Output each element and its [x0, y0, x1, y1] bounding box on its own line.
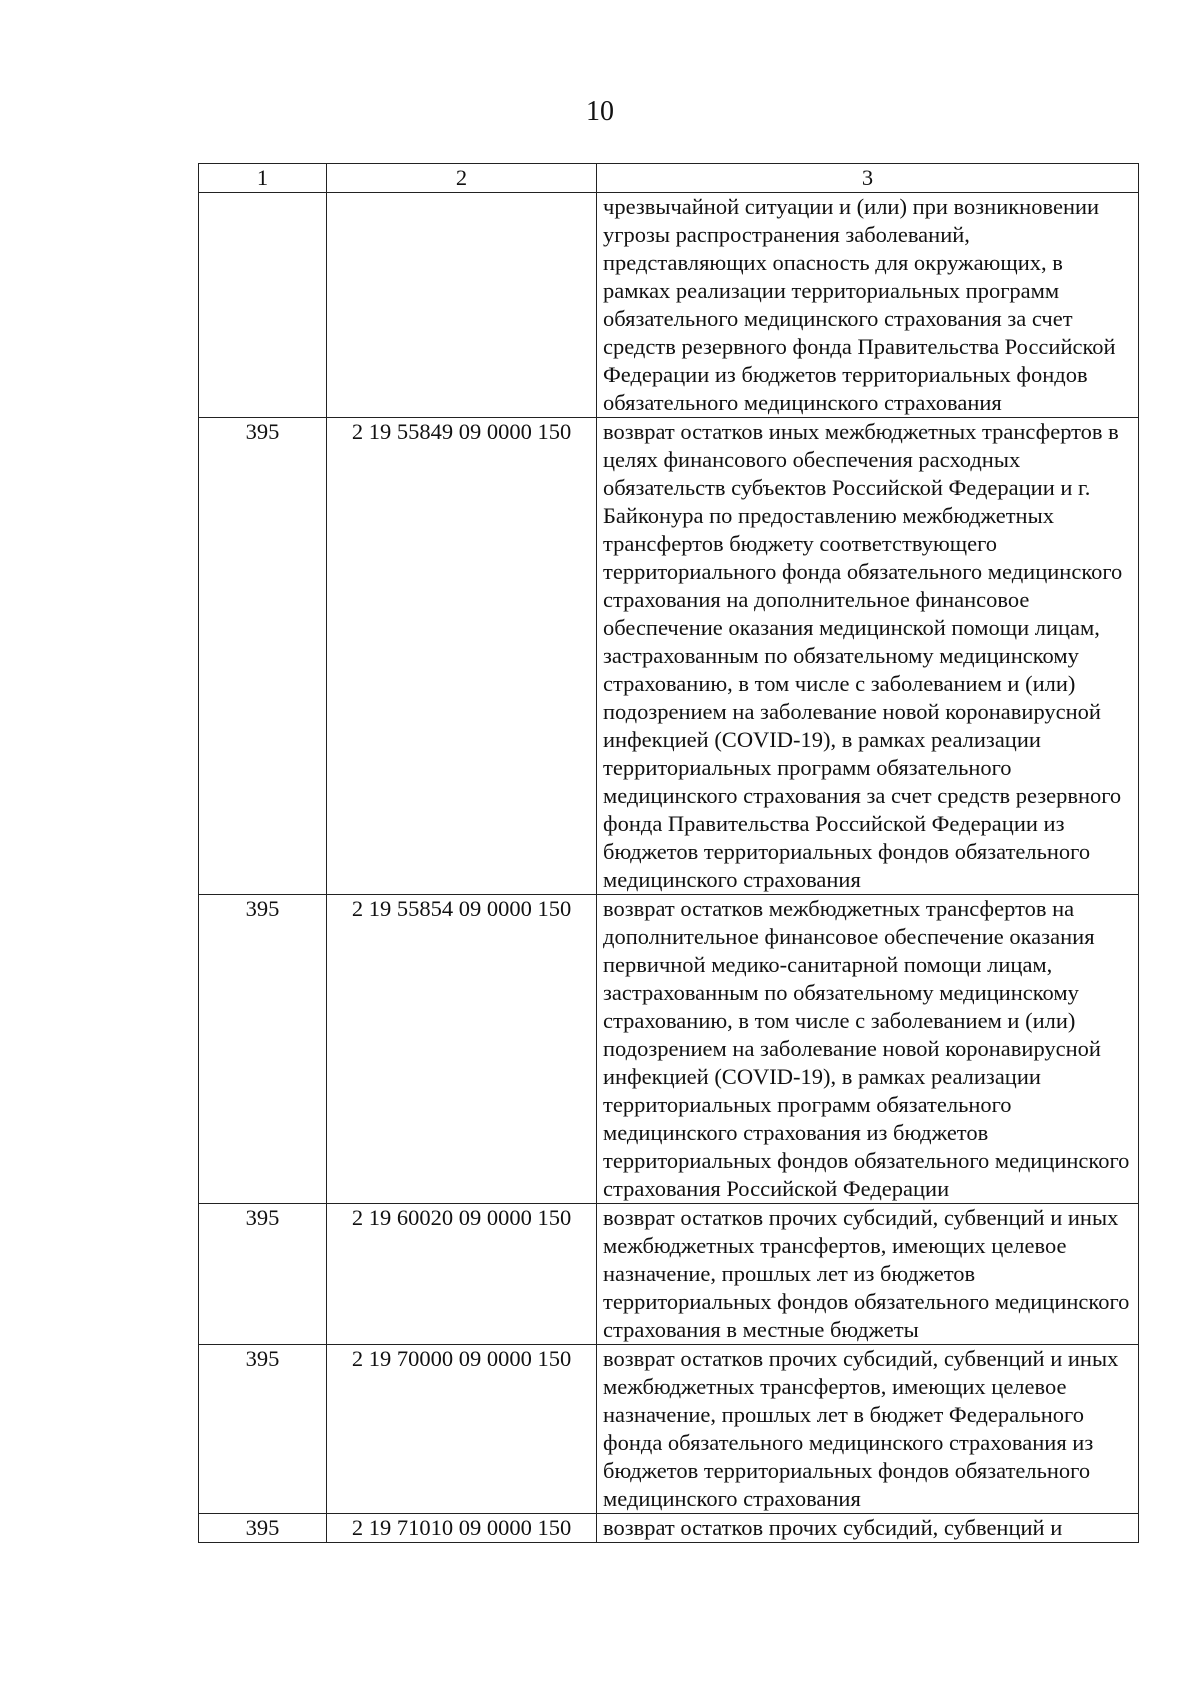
table-header: [199, 164, 1139, 193]
header-col-1: 1: [199, 164, 327, 193]
description-cell: возврат остатков иных межбюджетных трансфертов в целях финансового обеспечения расходных обязательств субъектов Российской Федерации и г. Байконура по предоставлению межбюджетных трансфертов бюджету соответствующего территориального фонда обязательного медицинского страхования на дополнительное финансовое обеспечение оказания медицинской помощи лицам, застрахованным по обязательному медицинскому страхованию, в том числе с заболеванием и (или) подозрением на заболевание новой коронавирусной инфекцией (COVID-19), в рамках реализации территориальных программ обязательного медицинского страхования за счет средств резервного фонда Правительства Российской Федерации из бюджетов территориальных фондов обязательного медицинского страхования: [597, 418, 1139, 895]
table-row: [199, 418, 1139, 895]
table-body: [199, 193, 1139, 1543]
admin-code-cell: 395: [199, 1514, 327, 1543]
admin-code-cell: 395: [199, 1204, 327, 1345]
budget-code-cell: 2 19 55849 09 0000 150: [327, 418, 597, 895]
table-row: [199, 1345, 1139, 1514]
description-cell: чрезвычайной ситуации и (или) при возникновении угрозы распространения заболеваний, представляющих опасность для окружающих, в рамках реализации территориальных программ обязательного медицинского страхования за счет средств резервного фонда Правительства Российской Федерации из бюджетов территориальных фондов обязательного медицинского страхования: [597, 193, 1139, 418]
table-row: [199, 1204, 1139, 1345]
admin-code-cell: [199, 193, 327, 418]
description-cell: возврат остатков прочих субсидий, субвенций и иных межбюджетных трансфертов, имеющих целевое назначение, прошлых лет из бюджетов территориальных фондов обязательного медицинского страхования в местные бюджеты: [597, 1204, 1139, 1345]
description-cell: возврат остатков межбюджетных трансфертов на дополнительное финансовое обеспечение оказания первичной медико-санитарной помощи лицам, застрахованным по обязательному медицинскому страхованию, в том числе с заболеванием и (или) подозрением на заболевание новой коронавирусной инфекцией (COVID-19), в рамках реализации территориальных программ обязательного медицинского страхования из бюджетов территориальных фондов обязательного медицинского страхования Российской Федерации: [597, 895, 1139, 1204]
table-row: [199, 193, 1139, 418]
admin-code-cell: 395: [199, 895, 327, 1204]
admin-code-cell: 395: [199, 1345, 327, 1514]
budget-code-cell: 2 19 60020 09 0000 150: [327, 1204, 597, 1345]
description-cell: возврат остатков прочих субсидий, субвенций и: [597, 1514, 1139, 1543]
table-row: [199, 1514, 1139, 1543]
header-col-3: 3: [597, 164, 1139, 193]
table-row: [199, 895, 1139, 1204]
header-col-2: 2: [327, 164, 597, 193]
header-row: [199, 164, 1139, 193]
page-number: 10: [586, 96, 614, 127]
budget-code-cell: 2 19 71010 09 0000 150: [327, 1514, 597, 1543]
budget-code-cell: 2 19 55854 09 0000 150: [327, 895, 597, 1204]
budget-code-cell: 2 19 70000 09 0000 150: [327, 1345, 597, 1514]
budget-code-cell: [327, 193, 597, 418]
description-cell: возврат остатков прочих субсидий, субвенций и иных межбюджетных трансфертов, имеющих целевое назначение, прошлых лет в бюджет Федерального фонда обязательного медицинского страхования из бюджетов территориальных фондов обязательного медицинского страхования: [597, 1345, 1139, 1514]
budget-codes-table: [198, 163, 1139, 1543]
admin-code-cell: 395: [199, 418, 327, 895]
